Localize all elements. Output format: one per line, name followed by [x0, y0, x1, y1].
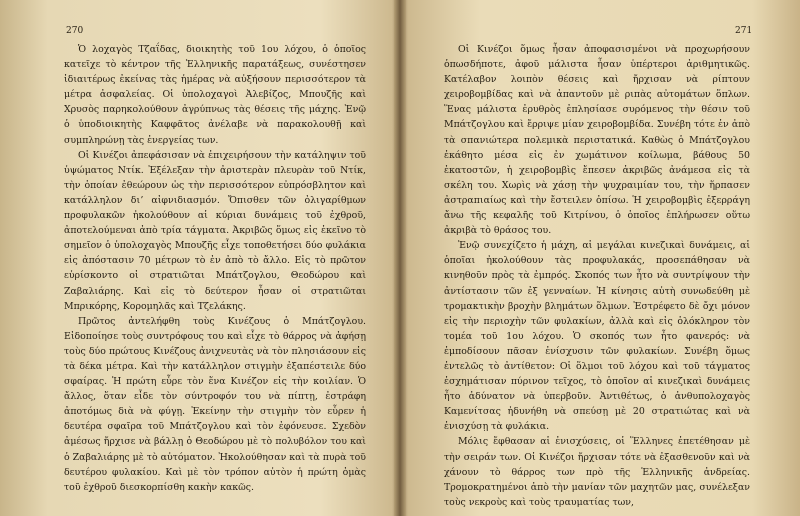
paragraph: Ὁ λοχαγὸς Τζαΐδας, διοικητὴς τοῦ 1ου λόχου, ὁ ὁποῖος κατεῖχε τὸ κέντρον τῆς Ἑλληνικῆς παρατάξεως, συνέστησεν ἰδιαιτέρως ἐκείνας τὰς ἡμέρας νὰ αὐξήσουν περισσότερον τὰ μέτρα ἀσφαλείας. Οἱ ὑπολοχαγοὶ Ἀλεβίζος, Μπουζῆς καὶ Χρυσὸς παρηκολούθουν ἀγρύπνως τὰς θέσεις τῆς μάχης. Ἐνῷ ὁ ὑποδιοικητὴς Καφφᾶτος ἀνέλαβε νὰ παρακολουθῇ καὶ συμπληρώνῃ τὰς ἐνεργείας των. — [64, 44, 366, 146]
page-number: 270 — [66, 26, 84, 36]
paragraph: Οἱ Κινέζοι ἀπεφάσισαν νὰ ἐπιχειρήσουν τὴν κατάληψιν τοῦ ὑψώματος Ντίκ. Ἐξέλεξαν τὴν ἀριστερὰν πλευρὰν τοῦ Ντίκ, τὴν ὁποίαν ἐθεώρουν ὡς τὴν περισσότερον εὐπρόσβλητον καὶ κατάλληλον διʼ αἰφνιδιασμόν. Ὄπισθεν τῶν ὀλιγαρίθμων προφυλακῶν ἠκολούθουν αἱ κύριαι δυνάμεις τοῦ ἐχθροῦ, ἀποτελούμεναι ἀπὸ τρία τάγματα. Ἀκριβῶς ὅμως εἰς ἐκεῖνο τὸ σημεῖον ὁ ὑπολοχαγὸς Μπουζῆς εἶχε τοποθετήσει δύο φυλάκια εἰς ἀπόστασιν 70 μέτρων τὸ ἐν ἀπὸ τὸ ἄλλο. Εἰς τὸ πρῶτον εὑρίσκοντο οἱ στρατιῶται Μπάτζογλου, Θεοδώρου καὶ Ζαβαλιάρης. Καὶ εἰς τὸ δεύτερον ἦσαν οἱ στρατιῶται Μπρικόρης, Κορομηλᾶς καὶ Τζελάκης. — [64, 149, 366, 312]
paragraph: Πρῶτος ἀντελήφθη τοὺς Κινέζους ὁ Μπάτζογλου. Εἰδοποίησε τοὺς συντρόφους του καὶ εἶχε τὸ θάρρος νὰ ἀφήσῃ τοὺς δύο πρώτους Κινέζους ἀνιχνευτὰς νὰ τὸν πλησιάσουν εἰς τὰ δέκα μέτρα. Καὶ τὴν κατάλληλον στιγμὴν ἐξαπέστειλε δύο σφαίρας. Ἡ πρώτη εὗρε τὸν ἕνα Κινέζον εἰς τὴν κοιλίαν. Ὁ ἄλλος, ὅταν εἶδε τὸν σύντροφόν του νὰ πίπτῃ, ἐστράφη ἀποτόμως διὰ νὰ φύγῃ. Ἐκείνην τὴν στιγμὴν τὸν εὗρεν ἡ δευτέρα σφαῖρα τοῦ Μπάτζογλου καὶ τὸν ἐφόνευσε. Σχεδὸν ἀμέσως ἤρχισε νὰ βάλλῃ ὁ Θεοδώρου μὲ τὸ πολυβόλον του καὶ ὁ Ζαβαλιάρης μὲ τὸ αὐτόματον. Ἠκολούθησαν καὶ τὰ πυρὰ τοῦ δευτέρου φυλακίου. Καὶ μὲ τὸν τρόπον αὐτὸν ἡ πρώτη ὁμὰς τοῦ ἐχθροῦ διεσκορπίσθη κακὴν κακῶς. — [64, 315, 366, 493]
page-text — [64, 42, 366, 495]
paragraph: Οἱ Κινέζοι ὅμως ἦσαν ἀποφασισμένοι νὰ προχωρήσουν ὁπωσδήποτε, ἀφοῦ μάλιστα ἦσαν ὑπέρτεροι ἀριθμητικῶς. Κατέλαβον λοιπὸν θέσεις καὶ ἤρχισαν νὰ ρίπτουν χειροβομβίδας καὶ νὰ ἀπαντοῦν μὲ ριπὰς αὐτομάτων ὅπλων. Ἕνας μάλιστα ἐρυθρὸς ἐπλησίασε συρόμενος τὴν θέσιν τοῦ Μπάτζογλου καὶ ἔρριψε μίαν χειροβομβίδα. Συνέβη τότε ἐν ἀπὸ τὰ σπανιώτερα πολεμικὰ περιστατικά. Καθὼς ὁ Μπάτζογλου ἐκάθητο μέσα εἰς ἐν χωμάτινον κοίλωμα, βάθους 50 ἑκατοστῶν, ἡ χειροβομβὶς ἔπεσεν ἀκριβῶς ἀνάμεσα εἰς τὰ σκέλη του. Χωρὶς νὰ χάσῃ τὴν ψυχραιμίαν του, τὴν ἥρπασεν ἀστραπιαίως καὶ τὴν ἔστειλεν ὀπίσω. Ἡ χειροβομβὶς ἐξερράγη ἄνω τῆς κεφαλῆς τοῦ Κιτρίνου, ὁ ὁποῖος ἐπλήρωσεν οὕτω ἀκριβὰ τὸ θράσος του. — [444, 44, 750, 237]
paragraph: Ἐνῷ συνεχίζετο ἡ μάχη, αἱ μεγάλαι κινεζικαὶ δυνάμεις, αἱ ὁποῖαι ἠκολούθουν τὰς προφυλακάς, προσεπάθησαν νὰ κινηθοῦν πρὸς τὰ ἐμπρός. Σκοπός των ἦτο νὰ συντρίψουν τὴν ἀντίστασιν τῶν ἐξ γενναίων. Ἡ κίνησις αὐτὴ συνωδεύθη μὲ τρομακτικὴν βροχὴν βλημάτων ὅλμων. Ἐστρέφετο δὲ ὄχι μόνον εἰς τὴν περιοχὴν τῶν φυλακίων, ἀλλὰ καὶ εἰς ὁλόκληρον τὸν τομέα τοῦ 1ου λόχου. Ὁ σκοπός των ἦτο φανερός: νὰ ἐμποδίσουν πᾶσαν ἐνίσχυσιν τῶν φυλακίων. Συνέβη ὅμως ἐντελῶς τὸ ἀντίθετον: Οἱ ὅλμοι τοῦ λόχου καὶ τοῦ τάγματος ἐσχημάτισαν πύρινον τεῖχος, τὸ ὁποῖον αἱ κινεζικαὶ δυνάμεις ἦτο ἀδύνατον νὰ ὑπερβοῦν. Ἀντιθέτως, ὁ ἀνθυπολοχαγὸς Καμενίτσας ἠδυνήθη νὰ σπεύσῃ μὲ 20 στρατιώτας καὶ νὰ ἐνισχύσῃ τὰ φυλάκια. — [444, 240, 750, 433]
paragraph: Μόλις ἔφθασαν αἱ ἐνισχύσεις, οἱ Ἕλληνες ἐπετέθησαν μὲ τὴν σειράν των. Οἱ Κινέζοι ἤρχισαν τότε νὰ ἐξασθενοῦν καὶ νὰ χάνουν τὸ θάρρος των πρὸ τῆς Ἑλληνικῆς ἀνδρείας. Τρομοκρατημένοι ἀπὸ τὴν μανίαν τῶν μαχητῶν μας, συνέλεξαν τοὺς νεκροὺς καὶ τοὺς τραυματίας των, — [444, 436, 750, 508]
page-number: 271 — [735, 26, 753, 36]
left-page — [0, 0, 396, 516]
page-text — [444, 42, 750, 510]
right-page — [404, 0, 800, 516]
